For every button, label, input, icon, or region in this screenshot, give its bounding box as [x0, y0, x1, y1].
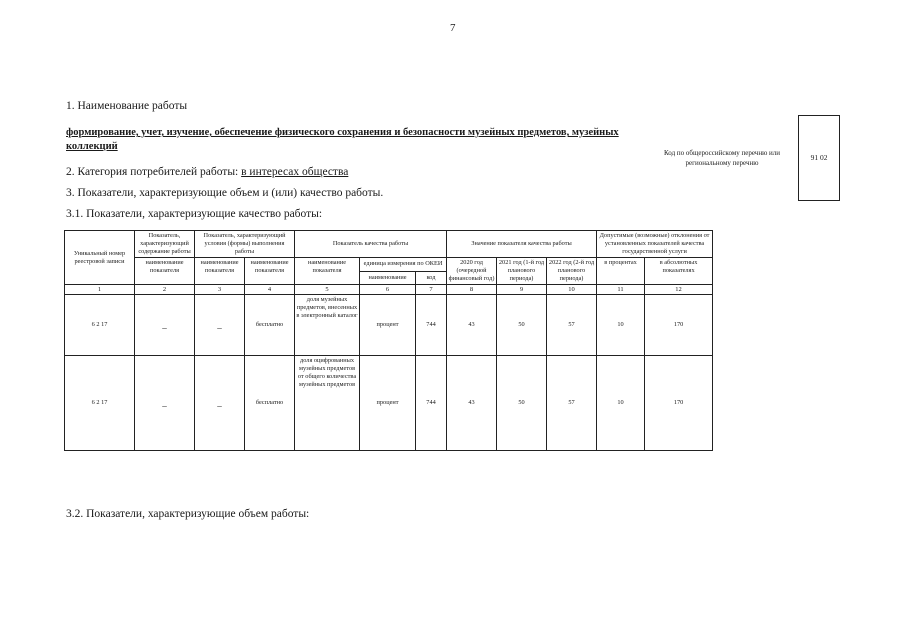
col-number: 8	[447, 285, 497, 295]
col-number: 9	[497, 285, 547, 295]
quality-indicators-heading: 3.1. Показатели, характеризующие качество работы:	[66, 208, 323, 220]
col-number: 10	[547, 285, 597, 295]
cell-content: _	[135, 356, 195, 451]
cell-2021: 50	[497, 356, 547, 451]
col-number: 3	[195, 285, 245, 295]
consumer-category-value: в интересах общества	[241, 166, 349, 178]
cell-2021: 50	[497, 295, 547, 356]
cell-registry: 6 2 17	[65, 295, 135, 356]
header-year-2022: 2022 год (2-й год планового периода)	[547, 258, 597, 285]
header-conditions: Показатель, характеризующий условия (формы) выполнения работы	[195, 231, 295, 258]
table-row	[65, 295, 713, 356]
code-label: Код по общероссийскому перечню или региональному перечню	[663, 149, 781, 167]
cell-code: 744	[416, 295, 447, 356]
work-name: формирование, учет, изучение, обеспечение физического сохранения и безопасности музейных предметов, музейных коллекций	[66, 127, 619, 152]
cell-condition: _	[195, 356, 245, 451]
table-row	[65, 356, 713, 451]
header-name-indicator-1: наименование показателя	[135, 258, 195, 285]
indicators-heading: 3. Показатели, характеризующие объем и (или) качество работы.	[66, 187, 384, 199]
cell-2020: 43	[447, 295, 497, 356]
header-year-2021: 2021 год (1-й год планового периода)	[497, 258, 547, 285]
col-number: 2	[135, 285, 195, 295]
col-number: 12	[645, 285, 713, 295]
cell-2022: 57	[547, 295, 597, 356]
table-header-row	[65, 231, 713, 258]
table-number-row	[65, 285, 713, 295]
cell-code: 744	[416, 356, 447, 451]
col-number: 7	[416, 285, 447, 295]
cell-unit: процент	[360, 295, 416, 356]
cell-form: бесплатно	[245, 295, 295, 356]
cell-indicator: доля музейных предметов, внесенных в электронный каталог	[295, 295, 360, 356]
page-number: 7	[450, 22, 456, 34]
table-subheader-row	[65, 258, 713, 272]
header-deviation: Допустимые (возможные) отклонения от установленных показателей качества государственной услуги	[597, 231, 713, 258]
cell-unit: процент	[360, 356, 416, 451]
header-content: Показатель, характеризующий содержание работы	[135, 231, 195, 258]
col-number: 5	[295, 285, 360, 295]
cell-indicator: доля оцифрованных музейных предметов от общего количества музейных предметов	[295, 356, 360, 451]
cell-dev-absolute: 170	[645, 356, 713, 451]
col-number: 1	[65, 285, 135, 295]
quality-table	[64, 230, 713, 451]
header-name-indicator-2: наименование показателя	[195, 258, 245, 285]
header-okei: единица измерения по ОКЕИ	[360, 258, 447, 272]
col-number: 6	[360, 285, 416, 295]
header-name-indicator-4: наименование показателя	[295, 258, 360, 285]
header-year-2020: 2020 год (очередной финансовый год)	[447, 258, 497, 285]
cell-dev-percent: 10	[597, 295, 645, 356]
cell-2022: 57	[547, 356, 597, 451]
col-number: 11	[597, 285, 645, 295]
header-percent: в процентах	[597, 258, 645, 285]
cell-dev-absolute: 170	[645, 295, 713, 356]
header-quality: Показатель качества работы	[295, 231, 447, 258]
volume-indicators-heading: 3.2. Показатели, характеризующие объем работы:	[66, 508, 310, 520]
cell-content: _	[135, 295, 195, 356]
cell-form: бесплатно	[245, 356, 295, 451]
consumer-category	[66, 166, 348, 178]
cell-condition: _	[195, 295, 245, 356]
cell-dev-percent: 10	[597, 356, 645, 451]
header-values: Значение показателя качества работы	[447, 231, 597, 258]
header-absolute: в абсолютных показателях	[645, 258, 713, 285]
header-name-indicator-3: наименование показателя	[245, 258, 295, 285]
code-value: 91 02	[810, 153, 828, 162]
consumer-category-label: 2. Категория потребителей работы:	[66, 166, 239, 178]
cell-2020: 43	[447, 356, 497, 451]
col-number: 4	[245, 285, 295, 295]
cell-registry: 6 2 17	[65, 356, 135, 451]
work-name-heading: 1. Наименование работы	[66, 100, 188, 112]
header-okei-code: код	[416, 271, 447, 285]
header-registry: Уникальный номер реестровой записи	[65, 231, 135, 285]
header-okei-name: наименование	[360, 271, 416, 285]
